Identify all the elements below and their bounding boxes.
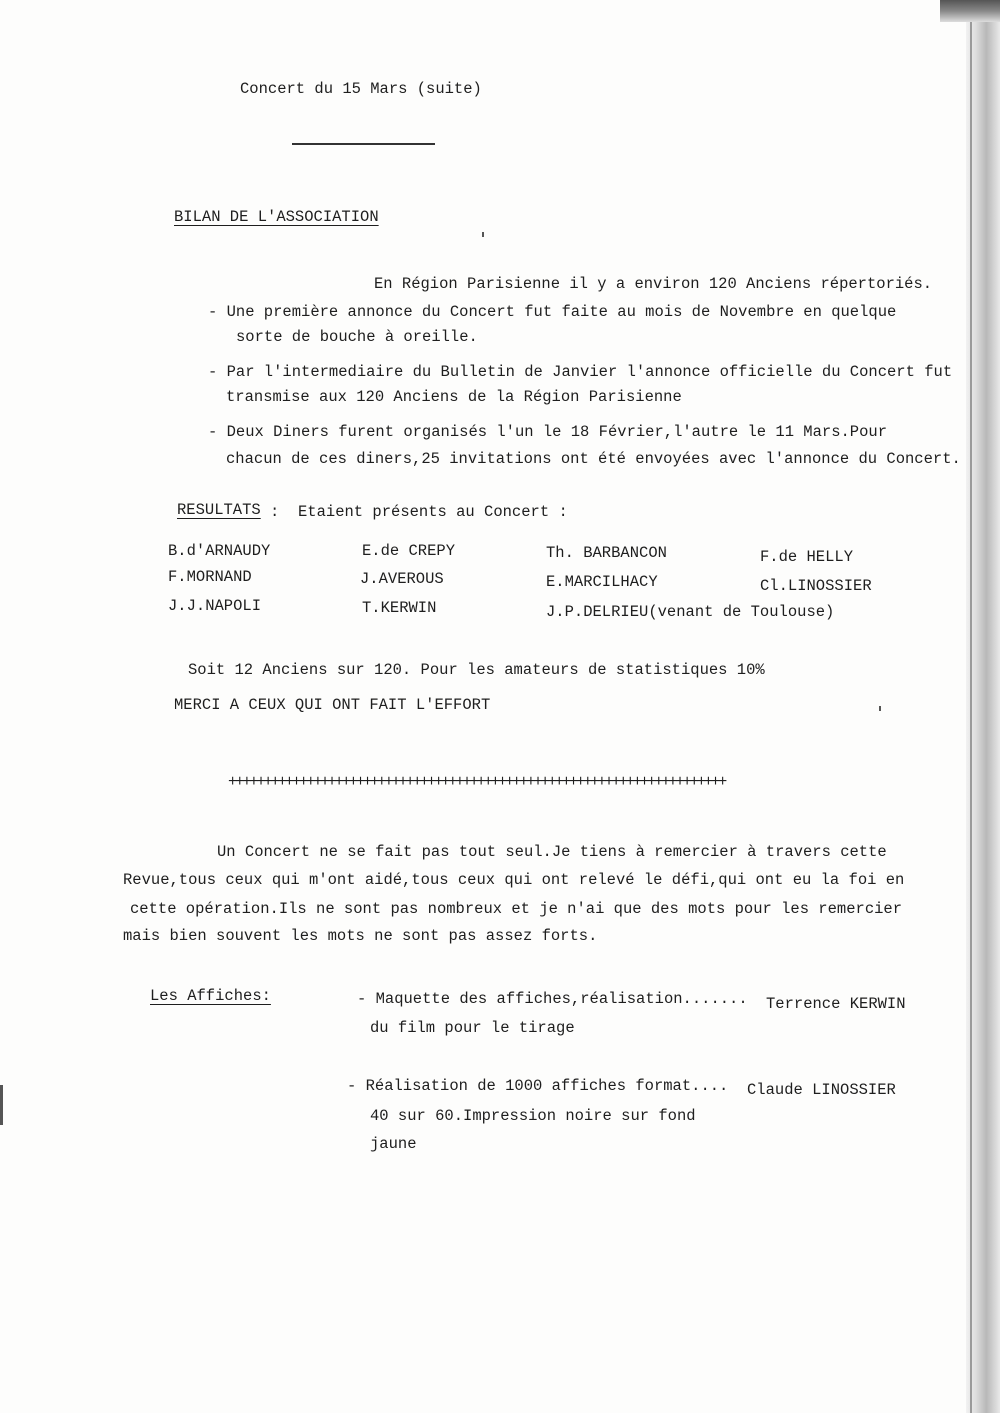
bilan-item-1-line-2: sorte de bouche à oreille. <box>236 328 478 346</box>
bilan-item-2-line-1: - Par l'intermediaire du Bulletin de Janvier l'annonce officielle du Concert fut <box>208 363 953 381</box>
affiches-entry-1-line-2: du film pour le tirage <box>370 1019 575 1037</box>
affiches-entry-1-credit: Terrence KERWIN <box>766 995 906 1013</box>
attendee-name: F.de HELLY <box>760 548 854 566</box>
page-edge-line <box>970 0 972 1413</box>
attendee-name: Th. BARBANCON <box>546 544 667 562</box>
attendee-name: Cl.LINOSSIER <box>760 577 872 595</box>
thanks-paragraph-line-1: Un Concert ne se fait pas tout seul.Je tiens à remercier à travers cette <box>217 843 887 861</box>
attendee-name: F.MORNAND <box>168 568 252 586</box>
attendee-name: J.P.DELRIEU(venant de Toulouse) <box>546 603 835 621</box>
bilan-item-2-line-2: transmise aux 120 Anciens de la Région Parisienne <box>226 388 682 406</box>
affiches-entry-2-line-1: - Réalisation de 1000 affiches format.... <box>347 1077 729 1095</box>
bilan-item-3-line-1: - Deux Diners furent organisés l'un le 18 Février,l'autre le 11 Mars.Pour <box>208 423 888 441</box>
attendee-name: E.MARCILHACY <box>546 573 658 591</box>
attendee-name: T.KERWIN <box>362 599 437 617</box>
plus-separator: ++++++++++++++++++++++++++++++++++++++++++++++++++++++++++++++++++++++ <box>228 773 726 791</box>
scan-mark <box>0 1085 3 1125</box>
attendee-name: B.d'ARNAUDY <box>168 542 271 560</box>
affiches-entry-1-line-1: - Maquette des affiches,réalisation....... <box>357 990 748 1008</box>
scan-mark <box>482 232 484 237</box>
title-rule <box>292 143 435 145</box>
bilan-item-1-line-1: - Une première annonce du Concert fut faite au mois de Novembre en quelque <box>208 303 897 321</box>
affiches-entry-2-line-3: jaune <box>370 1135 417 1153</box>
scan-mark <box>879 706 881 711</box>
bilan-intro: En Région Parisienne il y a environ 120 Anciens répertoriés. <box>374 275 933 293</box>
merci-line: MERCI A CEUX QUI ONT FAIT L'EFFORT <box>174 696 491 714</box>
page-title: Concert du 15 Mars (suite) <box>240 80 482 98</box>
attendee-name: J.AVEROUS <box>360 570 444 588</box>
thanks-paragraph-line-3: cette opération.Ils ne sont pas nombreux et je n'ai que des mots pour les remercier <box>130 900 903 918</box>
bilan-item-3-line-2: chacun de ces diners,25 invitations ont été envoyées avec l'annonce du Concert. <box>226 450 961 468</box>
resultats-colon: : <box>270 503 280 521</box>
resultats-label: RESULTATS <box>177 501 261 519</box>
resultats-intro: Etaient présents au Concert : <box>298 503 568 521</box>
thanks-paragraph-line-2: Revue,tous ceux qui m'ont aidé,tous ceux qui ont relevé le défi,qui ont eu la foi en <box>123 871 905 889</box>
resultats-summary: Soit 12 Anciens sur 120. Pour les amateurs de statistiques 10% <box>188 661 765 679</box>
affiches-entry-2-credit: Claude LINOSSIER <box>747 1081 896 1099</box>
bilan-heading: BILAN DE L'ASSOCIATION <box>174 208 379 226</box>
attendee-name: J.J.NAPOLI <box>168 597 262 615</box>
affiches-entry-2-line-2: 40 sur 60.Impression noire sur fond <box>370 1107 696 1125</box>
page-corner-shadow <box>940 0 1000 22</box>
affiches-label: Les Affiches: <box>150 987 271 1005</box>
thanks-paragraph-line-4: mais bien souvent les mots ne sont pas assez forts. <box>123 927 598 945</box>
attendee-name: E.de CREPY <box>362 542 456 560</box>
